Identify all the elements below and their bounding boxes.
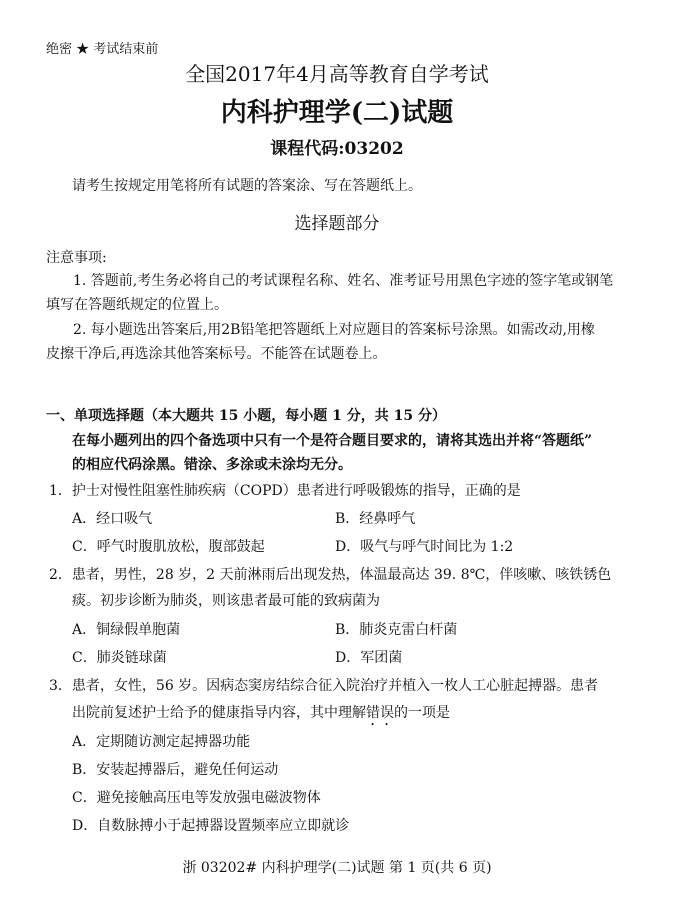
section-title: 选择题部分 — [294, 214, 380, 234]
answer-instruction: 请考生按规定用笔将所有试题的答案涂、写在答题纸上。 — [72, 178, 422, 194]
question-3-stem-line-1: 3．患者，女性，56 岁。因病态窦房结综合征入院治疗并植入一枚人工心脏起搏器。患者 — [49, 678, 599, 694]
part1-desc-line-2: 的相应代码涂黑。错涂、多涂或未涂均无分。 — [72, 457, 352, 473]
question-3-stem-post: 的一项是 — [394, 705, 450, 721]
subject-title: 内科护理学(二)试题 — [220, 98, 454, 128]
question-3-option-c: C．避免接触高压电等发放强电磁波物体 — [72, 790, 321, 806]
question-1-stem: 1．护士对慢性阻塞性肺疾病（COPD）患者进行呼吸锻炼的指导，正确的是 — [49, 483, 521, 499]
question-3-option-a: A．定期随访测定起搏器功能 — [72, 734, 251, 750]
note-2-line-1: 2. 每小题选出答案后,用2B铅笔把答题纸上对应题目的答案标号涂黑。如需改动,用橡 — [73, 322, 595, 338]
notes-heading: 注意事项: — [46, 250, 107, 266]
question-2-stem-line-2: 痰。初步诊断为肺炎，则该患者最可能的致病菌为 — [72, 593, 380, 609]
note-2-line-2: 皮擦干净后,再选涂其他答案标号。不能答在试题卷上。 — [46, 346, 387, 362]
course-code: 课程代码:03202 — [270, 139, 404, 159]
exam-title: 全国2017年4月高等教育自学考试 — [185, 62, 489, 86]
question-2-option-b: B．肺炎克雷白杆菌 — [335, 622, 458, 638]
note-1-line-1: 1. 答题前,考生务必将自己的考试课程名称、姓名、准考证号用黑色字迹的签字笔或钢笔 — [73, 273, 614, 289]
question-1-option-c: C．呼气时腹肌放松，腹部鼓起 — [72, 539, 265, 555]
question-3-option-b: B．安装起搏器后，避免任何运动 — [72, 762, 279, 778]
question-2-option-c: C．肺炎链球菌 — [72, 650, 167, 666]
part1-heading: 一、单项选择题（本大题共 15 小题，每小题 1 分，共 15 分） — [46, 408, 446, 424]
question-2-option-a: A．铜绿假单胞菌 — [72, 622, 181, 638]
question-3-stem-pre: 出院前复述护士给予的健康指导内容，其中理解 — [72, 705, 366, 721]
question-1-option-b: B．经鼻呼气 — [335, 511, 416, 527]
question-1-option-a: A．经口吸气 — [72, 511, 153, 527]
confidential-label: 绝密 ★ 考试结束前 — [46, 42, 159, 57]
note-1-line-2: 填写在答题纸规定的位置上。 — [46, 297, 228, 313]
question-3-option-d: D．自数脉搏小于起搏器设置频率应立即就诊 — [72, 818, 350, 834]
part1-desc-line-1: 在每小题列出的四个备选项中只有一个是符合题目要求的，请将其选出并将“答题纸” — [72, 433, 593, 449]
question-3-stem-line-2 — [72, 702, 450, 729]
page-footer: 浙 03202# 内科护理学(二)试题 第 1 页(共 6 页) — [182, 860, 492, 876]
question-3-emphasis-word: 错误 — [366, 705, 394, 721]
question-2-stem-line-1: 2．患者，男性，28 岁，2 天前淋雨后出现发热，体温最高达 39. 8℃，伴咳嗽、咳铁锈色 — [49, 567, 612, 583]
question-1-option-d: D．吸气与呼气时间比为 1:2 — [335, 539, 514, 555]
question-2-option-d: D．军团菌 — [335, 650, 403, 666]
